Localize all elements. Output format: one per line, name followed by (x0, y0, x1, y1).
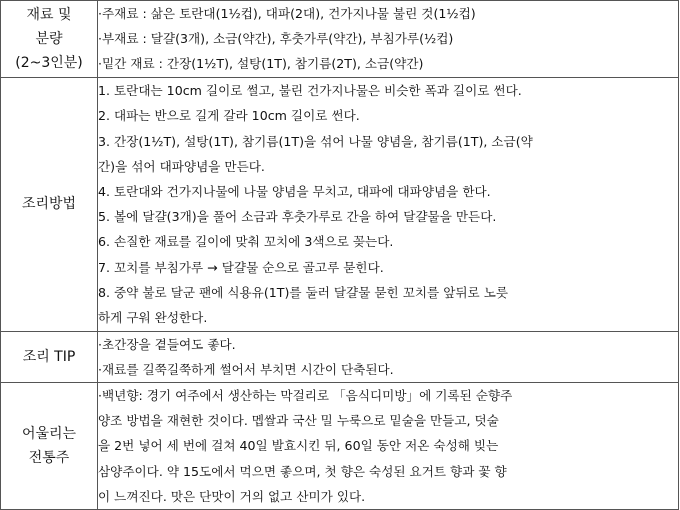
method-step: 5. 볼에 달걀(3개)을 풀어 소금과 후춧가루로 간을 하여 달걀물을 만든다. (98, 209, 497, 225)
tip-row (1, 331, 679, 382)
pairing-row (1, 383, 679, 510)
pairing-text-line: 이 느껴진다. 맛은 단맛이 거의 없고 산미가 있다. (98, 488, 366, 504)
method-step-continued: 간)을 섞어 대파양념을 만든다. (98, 158, 265, 174)
method-row (1, 77, 679, 331)
ingredients-row (1, 1, 679, 78)
tip-content (98, 331, 679, 382)
method-step: 1. 토란대는 10cm 길이로 썰고, 불린 건가지나물은 비슷한 폭과 길이로 썬다. (98, 83, 522, 99)
pairing-header (1, 383, 98, 510)
pairing-text-line: 양조 방법을 재현한 것이다. 멥쌀과 국산 밀 누룩으로 밑술을 만들고, 덧술 (98, 413, 499, 429)
pairing-header-line: 전통주 (28, 450, 70, 467)
method-step: 2. 대파는 반으로 길게 갈라 10cm 길이로 썬다. (98, 108, 360, 124)
ingredients-header-line: 분량 (35, 30, 63, 47)
ingredient-sub: ·부재료 : 달걀(3개), 소금(약간), 후춧가루(약간), 부침가루(½컵) (98, 31, 454, 47)
ingredient-main: ·주재료 : 삶은 토란대(1½컵), 대파(2대), 건가지나물 불린 것(1½컵) (98, 6, 476, 21)
method-step: 6. 손질한 재료를 길이에 맞춰 꼬치에 3색으로 꽂는다. (98, 234, 394, 250)
method-step-continued: 하게 구워 완성한다. (98, 309, 208, 325)
method-step: 7. 꼬치를 부침가루 → 달걀물 순으로 골고루 묻힌다. (98, 259, 384, 275)
pairing-content (98, 383, 679, 510)
pairing-text-line: 을 2번 넣어 세 번에 걸쳐 40일 발효시킨 뒤, 60일 동안 저온 숙성해 빚는 (98, 438, 499, 454)
method-step: 3. 간장(1½T), 설탕(1T), 참기름(1T)을 섞어 나물 양념을, 참기름(1T), 소금(약 (98, 133, 533, 149)
ingredients-header (1, 1, 98, 78)
tip-item: ·초간장을 곁들여도 좋다. (98, 336, 236, 352)
tip-header: 조리 TIP (1, 331, 98, 382)
method-step: 8. 중약 불로 달군 팬에 식용유(1T)를 둘러 달걀물 묻힌 꼬치를 앞뒤로 노릇 (98, 284, 509, 300)
method-step: 4. 토란대와 건가지나물에 나물 양념을 무치고, 대파에 대파양념을 한다. (98, 183, 491, 199)
ingredients-header-line: 재료 및 (26, 6, 72, 23)
pairing-text-line: 삼양주이다. 약 15도에서 먹으면 좋으며, 첫 향은 숙성된 요거트 향과 꽃 향 (98, 463, 507, 479)
tip-item: ·재료를 길쭉길쭉하게 썰어서 부치면 시간이 단축된다. (98, 361, 394, 377)
method-header: 조리방법 (1, 77, 98, 331)
ingredients-content (98, 1, 679, 78)
pairing-text-line: ·백년향: 경기 여주에서 생산하는 막걸리로 「음식디미방」에 기록된 순향주 (98, 388, 513, 404)
method-content (98, 77, 679, 331)
ingredients-header-line: (2~3인분) (15, 54, 83, 71)
pairing-header-line: 어울리는 (21, 426, 77, 443)
ingredient-seasoning: ·밑간 재료 : 간장(1½T), 설탕(1T), 참기름(2T), 소금(약간) (98, 56, 424, 72)
